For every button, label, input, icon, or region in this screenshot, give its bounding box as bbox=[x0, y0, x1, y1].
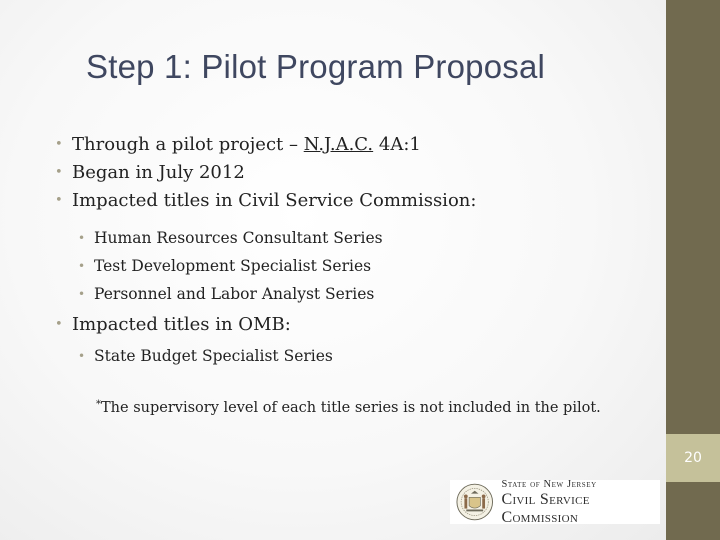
sub-bullet-text: Human Resources Consultant Series bbox=[94, 229, 383, 247]
sub-bullet-text: Test Development Specialist Series bbox=[94, 257, 372, 275]
njac-link[interactable]: N.J.A.C. bbox=[303, 134, 374, 155]
sub-bullet-item bbox=[78, 252, 383, 280]
bullet-dot: • bbox=[55, 137, 63, 152]
footnote-mark: * bbox=[96, 399, 101, 410]
bullet-dot: • bbox=[55, 317, 63, 332]
bullet-item-omb-titles bbox=[55, 311, 291, 339]
footnote bbox=[96, 400, 601, 416]
logo-wordmark bbox=[501, 478, 660, 527]
bullet-text: Impacted titles in OMB: bbox=[72, 314, 291, 335]
logo-line-state: State of New Jersey bbox=[501, 478, 597, 490]
sub-bullet-item bbox=[78, 280, 383, 308]
bullet-dot: • bbox=[78, 349, 86, 363]
bullet-dot: • bbox=[78, 231, 86, 245]
bullet-item-csc-titles bbox=[55, 187, 477, 215]
bullet-dot: • bbox=[78, 259, 86, 273]
omb-bullet-list bbox=[55, 311, 291, 339]
sub-bullet-item bbox=[78, 224, 383, 252]
slide-title: Step 1: Pilot Program Proposal bbox=[86, 48, 546, 85]
bullet-dot: • bbox=[55, 165, 63, 180]
page-number: 20 bbox=[684, 450, 702, 466]
bullet-item-began bbox=[55, 159, 476, 187]
bullet-text: Began in July 2012 bbox=[72, 162, 245, 183]
bullet-text-suffix: 4A:1 bbox=[373, 134, 421, 155]
bullet-text: Impacted titles in Civil Service Commission: bbox=[72, 190, 477, 211]
bullet-text: Through a pilot project – bbox=[72, 134, 304, 155]
bullet-item-pilot-project bbox=[55, 131, 476, 159]
sub-bullet-text: State Budget Specialist Series bbox=[94, 347, 333, 365]
sub-bullet-text: Personnel and Labor Analyst Series bbox=[94, 285, 375, 303]
civil-service-logo bbox=[450, 480, 660, 524]
sub-bullet-item bbox=[78, 342, 333, 370]
csc-sub-bullet-list bbox=[78, 224, 383, 308]
footnote-text: The supervisory level of each title series is not included in the pilot. bbox=[101, 400, 601, 416]
bullet-dot: • bbox=[55, 193, 63, 208]
bullet-list-top bbox=[55, 131, 477, 215]
omb-sub-bullet-list bbox=[78, 342, 333, 370]
nj-seal-icon bbox=[456, 482, 493, 522]
bullet-dot: • bbox=[78, 287, 86, 301]
logo-line-commission: Civil Service Commission bbox=[501, 490, 590, 526]
